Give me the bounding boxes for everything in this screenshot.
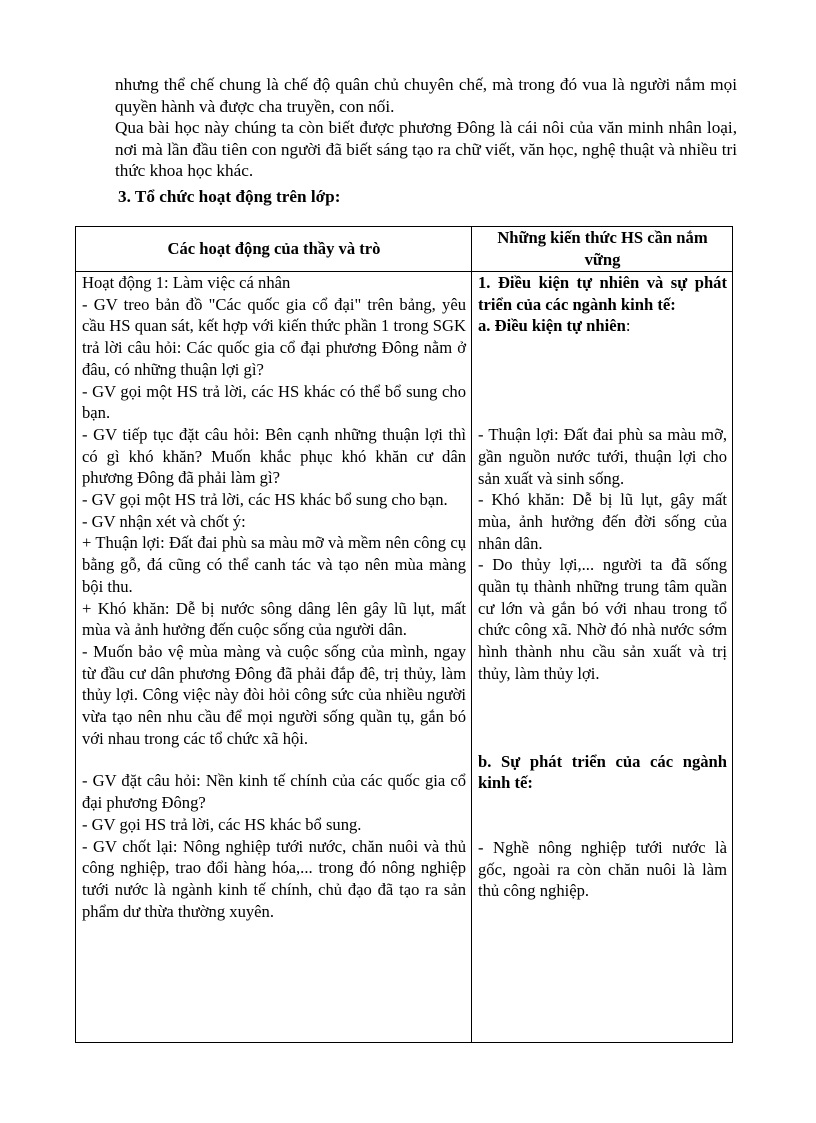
activity-step: - GV gọi một HS trả lời, các HS khác có thể bổ sung cho bạn. (82, 381, 466, 423)
activity-step: - GV đặt câu hỏi: Nền kinh tế chính của các quốc gia cổ đại phương Đông? (82, 771, 466, 813)
lesson-table (75, 226, 733, 1043)
knowledge-cell (472, 272, 733, 1043)
header-activities: Các hoạt động của thầy và trò (76, 227, 472, 272)
knowledge-heading-1: 1. Điều kiện tự nhiên và sự phát triển của các ngành kinh tế: (478, 273, 727, 314)
knowledge-heading-a (478, 315, 727, 337)
knowledge-item: - Thuận lợi: Đất đai phù sa màu mỡ, gần nguồn nước tưới, thuận lợi cho sản xuất và sinh sống. (478, 425, 727, 488)
knowledge-item: - Do thủy lợi,... người ta đã sống quần tụ thành những trung tâm quần cư lớn và gắn bó với nhau trong tổ chức công xã. Nhờ đó nhà nước sớm hình thành nhu cầu sản xuất và trị thủy, làm thủy lợi. (478, 555, 727, 683)
activity-step: - GV chốt lại: Nông nghiệp tưới nước, chăn nuôi và thủ công nghiệp, trao đổi hàng hóa,... trong đó nông nghiệp tưới nước là ngành kinh tế chính, chủ đạo đã tạo ra sản phẩm dư thừa thường xuyên. (82, 836, 466, 921)
activity-title: Hoạt động 1: Làm việc cá nhân (82, 273, 291, 292)
intro-paragraph-1: nhưng thể chế chung là chế độ quân chủ chuyên chế, mà trong đó vua là người nắm mọi quyền hành và được cha truyền, con nối. (115, 75, 737, 116)
activity-step: - GV gọi một HS trả lời, các HS khác bổ sung cho bạn. (82, 490, 448, 510)
knowledge-item: - Nghề nông nghiệp tưới nước là gốc, ngoài ra còn chăn nuôi là làm thủ công nghiệp. (478, 837, 727, 901)
knowledge-item: - Khó khăn: Dễ bị lũ lụt, gây mất mùa, ảnh hưởng đến đời sống của nhân dân. (478, 490, 727, 553)
activity-step: - GV gọi HS trả lời, các HS khác bổ sung. (82, 814, 362, 834)
activity-step: + Thuận lợi: Đất đai phù sa màu mỡ và mềm nên công cụ bằng gỗ, đá cũng có thể canh tác và tạo nên mùa màng bội thu. (82, 533, 466, 596)
header-knowledge: Những kiến thức HS cần nắm vững (472, 227, 733, 272)
intro-text (115, 74, 737, 182)
activity-step: - GV treo bản đồ "Các quốc gia cổ đại" trên bảng, yêu cầu HS quan sát, kết hợp với kiến thức phần 1 trong SGK trả lời câu hỏi: Các quốc gia cổ đại phương Đông nằm ở đâu, có những thuận lợi gì? (82, 294, 466, 379)
table-header-row (76, 227, 733, 272)
knowledge-heading-a-colon: : (625, 316, 631, 336)
activity-step: + Khó khăn: Dễ bị nước sông dâng lên gây lũ lụt, mất mùa và ảnh hưởng đến cuộc sống của người dân. (82, 598, 466, 640)
activity-step: - Muốn bảo vệ mùa màng và cuộc sống của mình, ngay từ đầu cư dân phương Đông đã phải đắp đê, trị thủy, làm thủy lợi. Công việc này đòi hỏi công sức của nhiều người vừa tạo nên nhu cầu để mọi người sống quần tụ, gắn bó với nhau trong các tổ chức xã hội. (82, 641, 466, 748)
activities-cell (76, 272, 472, 1043)
knowledge-heading-b: b. Sự phát triển của các ngành kinh tế: (478, 751, 727, 793)
activity-step: - GV nhận xét và chốt ý: (82, 511, 246, 531)
table-content-row (76, 272, 733, 1043)
intro-paragraph-2: Qua bài học này chúng ta còn biết được phương Đông là cái nôi của văn minh nhân loại, nơi mà lần đầu tiên con người đã biết sáng tạo ra chữ viết, văn học, nghệ thuật và nhiều tri thức khoa học khác. (115, 118, 737, 180)
knowledge-heading-a-label: a. Điều kiện tự nhiên (478, 316, 626, 336)
section-heading: 3. Tổ chức hoạt động trên lớp: (118, 187, 341, 206)
activity-step: - GV tiếp tục đặt câu hỏi: Bên cạnh những thuận lợi thì có gì khó khăn? Muốn khắc phục khó khăn cư dân phương Đông đã phải làm gì? (82, 424, 466, 488)
